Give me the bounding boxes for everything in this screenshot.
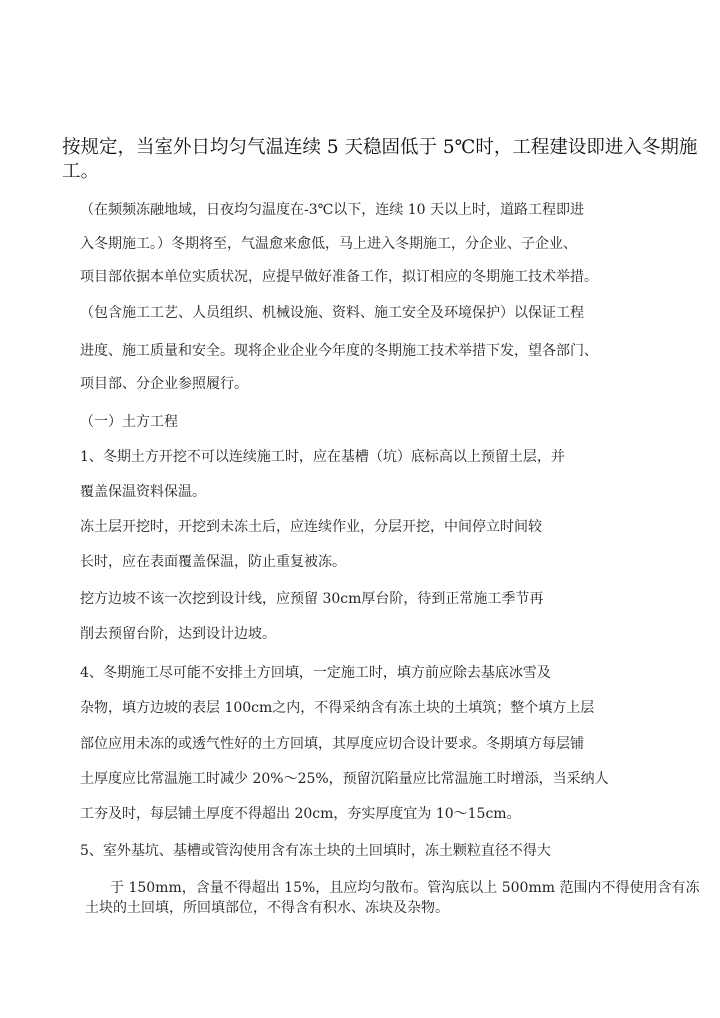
paragraph-line: 项目部依据本单位实质状况，应提早做好准备工作，拟订相应的冬期施工技术举措。 xyxy=(80,269,598,285)
paragraph-line: 5、室外基坑、基槽或管沟使用含有冻土块的土回填时，冻土颗粒直径不得大 xyxy=(80,843,551,859)
paragraph-line: 部位应用未冻的或透气性好的土方回填，其厚度应切合设计要求。冬期填方每层铺 xyxy=(80,736,584,752)
section-heading: （一）土方工程 xyxy=(80,414,178,430)
paragraph-line: 项目部、分企业参照履行。 xyxy=(80,376,248,392)
paragraph-line: 长时，应在表面覆盖保温，防止重复被冻。 xyxy=(80,554,346,570)
paragraph-line: 削去预留台阶，达到设计边坡。 xyxy=(80,626,276,642)
paragraph-line: 杂物，填方边坡的表层 100cm之内，不得采纳含有冻土块的土填筑；整个填方上层 xyxy=(80,700,595,716)
paragraph-line: 入冬期施工。）冬期将至，气温愈来愈低，马上进入冬期施工，分企业、子企业、 xyxy=(80,236,577,252)
paragraph-line: 土块的土回填，所回填部位，不得含有积水、冻块及杂物。 xyxy=(85,900,449,916)
paragraph-line: 土厚度应比常温施工时减少 20%～25%，预留沉陷量应比常温施工时增添，当采纳人 xyxy=(80,771,609,787)
paragraph-line: 工夯及时，每层铺土厚度不得超出 20cm，夯实厚度宜为 10～15cm。 xyxy=(80,806,521,822)
paragraph-line: 挖方边坡不该一次挖到设计线，应预留 30cm厚台阶，待到正常施工季节再 xyxy=(80,591,544,607)
paragraph-line: 冻土层开挖时，开挖到未冻土后，应连续作业，分层开挖，中间停立时间较 xyxy=(80,519,542,535)
paragraph-line: 于 150mm，含量不得超出 15%，且应均匀散布。管沟底以上 500mm 范围内不得使用含有冻 xyxy=(110,880,700,896)
heading-line: 按规定，当室外日均匀气温连续 5 天稳固低于 5℃时，工程建设即进入冬期施 xyxy=(62,137,698,158)
paragraph-line: 1、冬期土方开挖不可以连续施工时，应在基槽（坑）底标高以上预留土层，并 xyxy=(80,449,565,465)
paragraph-line: 覆盖保温资料保温。 xyxy=(80,484,206,500)
paragraph-line: （包含施工工艺、人员组织、机械设施、资料、施工安全及环境保护）以保证工程 xyxy=(80,305,584,321)
heading-line: 工。 xyxy=(62,161,100,182)
paragraph-line: 4、冬期施工尽可能不安排土方回填，一定施工时，填方前应除去基底冰雪及 xyxy=(80,665,551,681)
paragraph-line: （在频频冻融地域，日夜均匀温度在-3℃以下，连续 10 天以上时，道路工程即进 xyxy=(80,202,585,218)
paragraph-line: 进度、施工质量和安全。现将企业企业今年度的冬期施工技术举措下发，望各部门、 xyxy=(80,343,598,359)
